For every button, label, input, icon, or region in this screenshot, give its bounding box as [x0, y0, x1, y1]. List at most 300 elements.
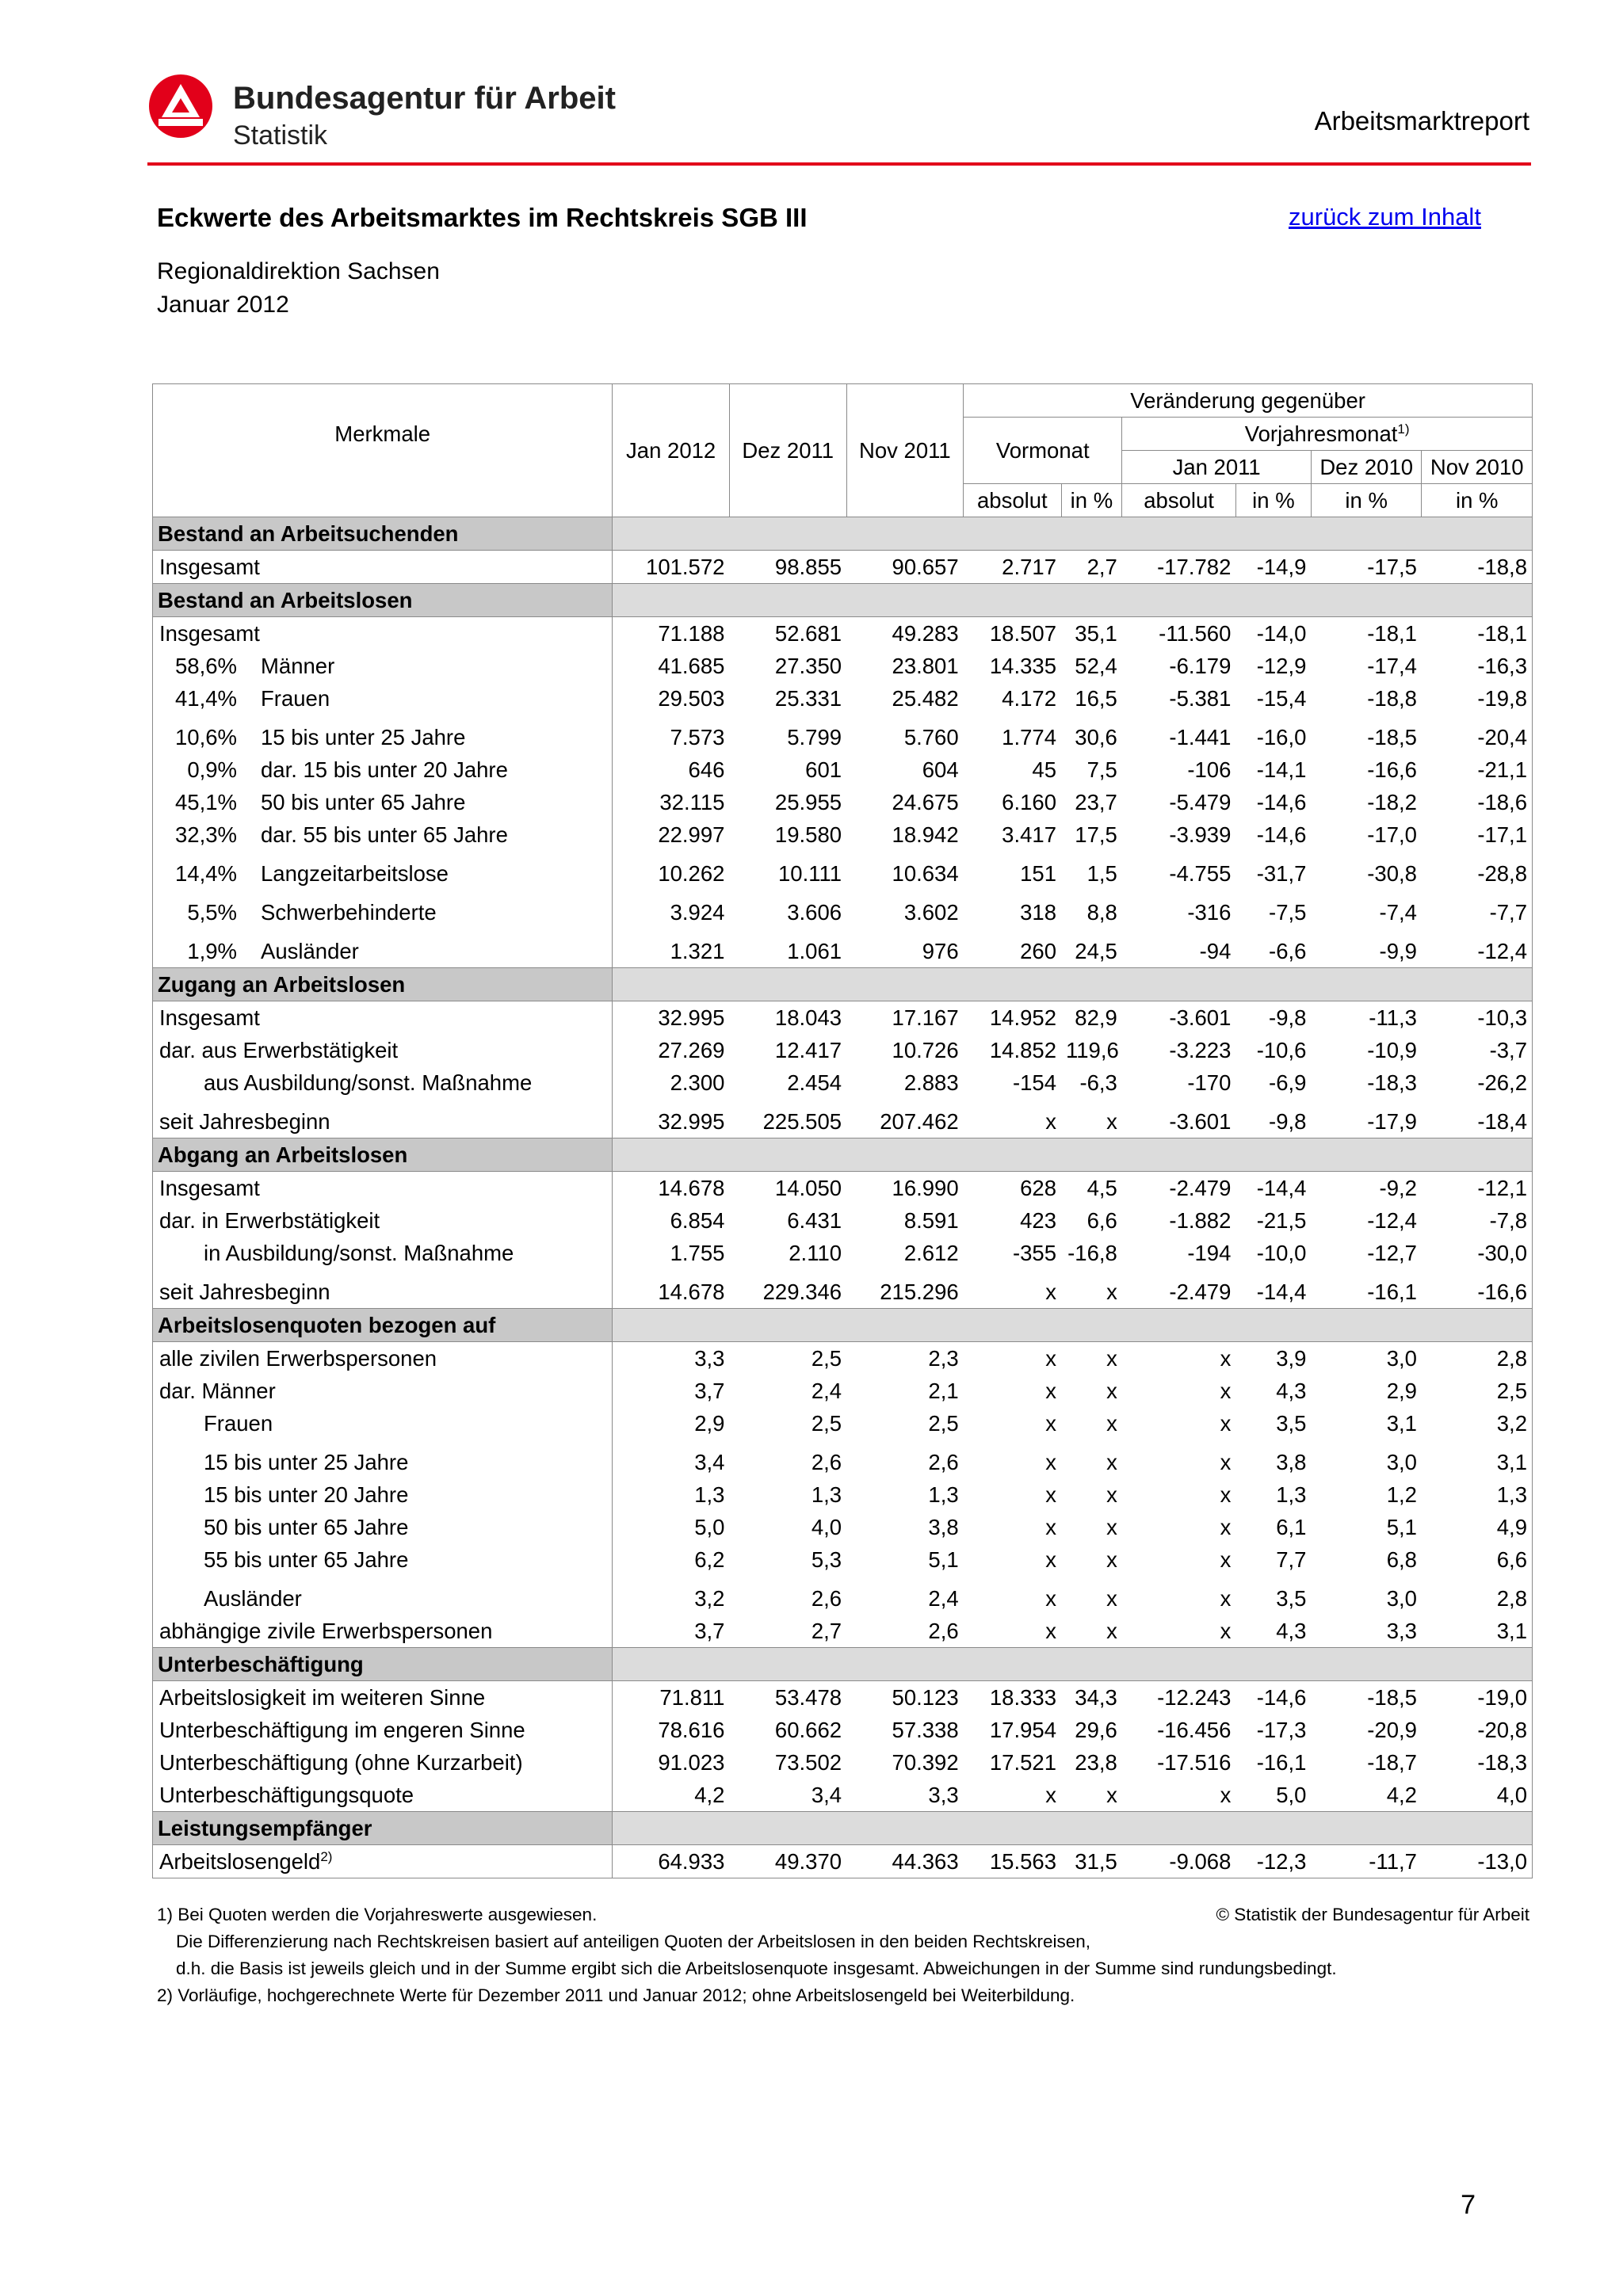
table-cell: 53.478 — [774, 1685, 842, 1710]
table-cell: -6,6 — [1269, 939, 1307, 963]
table-cell: -6.179 — [1169, 654, 1232, 678]
table-cell: 8.591 — [903, 1208, 959, 1233]
row-label-text: Männer — [261, 654, 335, 678]
row-label-text: Insgesamt — [159, 1176, 260, 1200]
table-cell: 3,7 — [694, 1379, 725, 1403]
table-cell: -5.381 — [1169, 686, 1232, 711]
table-cell: 19.580 — [774, 822, 842, 847]
section-header — [153, 1138, 1533, 1172]
table-row — [153, 818, 1533, 851]
table-cell: 1.061 — [787, 939, 842, 963]
table-cell: 2,7 — [1086, 555, 1117, 579]
table-cell: -10,9 — [1367, 1038, 1417, 1062]
row-label — [153, 1543, 613, 1576]
ba-logo-icon — [147, 73, 214, 139]
row-label — [153, 1099, 613, 1138]
row-label-text: 15 bis unter 25 Jahre — [204, 1450, 409, 1474]
section-title: Bestand an Arbeitsuchenden — [153, 517, 613, 551]
table-row — [153, 1511, 1533, 1543]
table-cell: -12,3 — [1235, 1845, 1311, 1878]
table-row — [153, 1099, 1533, 1138]
table-row — [153, 1237, 1533, 1269]
table-cell: x — [1220, 1411, 1232, 1436]
table-cell: -16,8 — [1067, 1241, 1117, 1265]
table-cell: 91.023 — [658, 1750, 725, 1775]
header-vorjahresmonat: Vorjahresmonat$^{1)}$ — [1122, 418, 1533, 451]
share-percent: 32,3% — [175, 822, 237, 847]
report-label: Arbeitsmarktreport — [1314, 106, 1529, 135]
table-cell: -7,8 — [1422, 1204, 1533, 1237]
table-cell: 2,4 — [928, 1586, 959, 1611]
table-cell: x — [1045, 1482, 1056, 1507]
table-cell: 3,2 — [694, 1586, 725, 1611]
row-label — [153, 890, 613, 929]
table-cell: 25.955 — [774, 790, 842, 814]
table-cell: -106 — [1187, 757, 1232, 782]
footnote-1: 1) Bei Quoten werden die Vorjahreswerte ausgewiesen. — [157, 1905, 598, 1924]
table-cell: 2.883 — [903, 1070, 959, 1095]
table-cell: 646 — [688, 757, 725, 782]
org-sub: Statistik — [233, 120, 328, 151]
header-jan2011: Jan 2011 — [1122, 451, 1312, 484]
table-cell: 2,5 — [928, 1411, 959, 1436]
table-cell: 90.657 — [892, 555, 959, 579]
table-cell: -11.560 — [1159, 621, 1232, 646]
table-cell: 3,3 — [928, 1783, 959, 1807]
table-cell: 1,3 — [1422, 1478, 1533, 1511]
table-cell: 1,3 — [811, 1482, 842, 1507]
row-label — [153, 1746, 613, 1779]
section-title: Bestand an Arbeitslosen — [153, 584, 613, 617]
table-cell: x — [1045, 1515, 1056, 1539]
table-cell: 2,6 — [811, 1586, 842, 1611]
table-cell: 2,8 — [1422, 1576, 1533, 1615]
row-label-text: Insgesamt — [159, 1005, 260, 1030]
table-cell: x — [1220, 1482, 1232, 1507]
table-cell: 601 — [805, 757, 842, 782]
table-cell: x — [1045, 1411, 1056, 1436]
table-cell: 27.350 — [774, 654, 842, 678]
table-cell: 14.678 — [658, 1280, 725, 1304]
table-cell: -9.068 — [1122, 1845, 1236, 1878]
table-cell: 3,9 — [1276, 1346, 1307, 1371]
section-title: Abgang an Arbeitslosen — [153, 1138, 613, 1172]
table-cell: -18,1 — [1367, 621, 1417, 646]
table-cell: 5,1 — [928, 1547, 959, 1572]
table-cell: 14.952 — [989, 1005, 1056, 1030]
table-cell: 16,5 — [1075, 686, 1117, 711]
row-label — [153, 1375, 613, 1407]
row-label-text: 55 bis unter 65 Jahre — [204, 1547, 409, 1572]
table-cell: -7,7 — [1422, 890, 1533, 929]
section-header — [153, 1648, 1533, 1681]
table-cell: 6,1 — [1276, 1515, 1307, 1539]
section-header — [153, 584, 1533, 617]
row-label — [153, 1066, 613, 1099]
table-cell: -18,3 — [1367, 1070, 1417, 1095]
row-label-text: 15 bis unter 20 Jahre — [204, 1482, 409, 1507]
row-label — [153, 1714, 613, 1746]
row-label — [153, 1342, 613, 1375]
section-fill — [613, 968, 1533, 1001]
table-cell: 17.167 — [892, 1005, 959, 1030]
row-label — [153, 818, 613, 851]
table-cell: -18,8 — [1367, 686, 1417, 711]
table-cell: x — [1106, 1783, 1117, 1807]
table-cell: x — [1106, 1379, 1117, 1403]
table-cell: -2.479 — [1169, 1176, 1232, 1200]
section-fill — [613, 1309, 1533, 1342]
section-title: Zugang an Arbeitslosen — [153, 968, 613, 1001]
row-label-text: Unterbeschäftigung im engeren Sinne — [159, 1718, 525, 1742]
table-cell: -21,1 — [1422, 753, 1533, 786]
table-cell: 3,3 — [694, 1346, 725, 1371]
table-cell: -18,4 — [1422, 1099, 1533, 1138]
table-cell: 7,7 — [1276, 1547, 1307, 1572]
table-cell: -16,1 — [1367, 1280, 1417, 1304]
row-label — [153, 1237, 613, 1269]
table-cell: 25.331 — [774, 686, 842, 711]
row-label-text: abhängige zivile Erwerbspersonen — [159, 1619, 493, 1643]
table-cell: 1,3 — [928, 1482, 959, 1507]
table-cell: 71.811 — [659, 1685, 725, 1710]
footnote-2: 2) Vorläufige, hochgerechnete Werte für Dezember 2011 und Januar 2012; ohne Arbeitslosengeld bei Weiterbildung. — [157, 1985, 1075, 2005]
table-cell: 18.507 — [989, 621, 1056, 646]
share-percent: 14,4% — [175, 861, 237, 886]
labour-market-table — [152, 383, 1533, 1878]
row-label-text: Ausländer — [204, 1586, 302, 1611]
table-cell: 3.606 — [787, 900, 842, 925]
table-cell: -14,6 — [1256, 822, 1307, 847]
table-cell: -31,7 — [1256, 861, 1307, 886]
table-cell: 35,1 — [1075, 621, 1117, 646]
table-row — [153, 1845, 1533, 1878]
table-cell: 57.338 — [892, 1718, 959, 1742]
table-cell: -9,2 — [1379, 1176, 1417, 1200]
table-cell: -7,4 — [1379, 900, 1417, 925]
table-cell: 34,3 — [1075, 1685, 1117, 1710]
table-row — [153, 1681, 1533, 1714]
table-cell: -18,6 — [1422, 786, 1533, 818]
table-cell: 12.417 — [774, 1038, 842, 1062]
org-name: Bundesagentur für Arbeit — [233, 81, 616, 116]
table-cell: 3,4 — [694, 1450, 725, 1474]
section-title: Arbeitslosenquoten bezogen auf — [153, 1309, 613, 1342]
table-cell: 215.296 — [880, 1280, 959, 1304]
table-cell: 45 — [1032, 757, 1056, 782]
share-percent: 0,9% — [187, 757, 237, 782]
table-cell: 30,6 — [1075, 725, 1117, 749]
table-cell: 6,2 — [694, 1547, 725, 1572]
table-cell: 4,0 — [1422, 1779, 1533, 1812]
table-cell: 151 — [1020, 861, 1056, 886]
table-cell: 5,0 — [694, 1515, 725, 1539]
table-cell: -26,2 — [1422, 1066, 1533, 1099]
table-cell: x — [1045, 1280, 1056, 1304]
table-cell: -9,9 — [1379, 939, 1417, 963]
row-label — [153, 851, 613, 890]
table-cell: 225.505 — [762, 1109, 842, 1134]
table-cell: 2,5 — [1422, 1375, 1533, 1407]
table-body — [153, 517, 1533, 1878]
table-cell: 82,9 — [1075, 1005, 1117, 1030]
table-cell: 207.462 — [880, 1109, 959, 1134]
table-cell: -30,8 — [1367, 861, 1417, 886]
table-row — [153, 1375, 1533, 1407]
table-cell: 2,9 — [694, 1411, 725, 1436]
table-cell: -17.782 — [1157, 555, 1232, 579]
table-cell: 60.662 — [774, 1718, 842, 1742]
header-nov2011: Nov 2011 — [846, 384, 964, 517]
row-label — [153, 1204, 613, 1237]
row-label — [153, 1034, 613, 1066]
table-cell: x — [1045, 1586, 1056, 1611]
table-cell: -3.223 — [1169, 1038, 1232, 1062]
table-cell: -16,0 — [1256, 725, 1307, 749]
table-cell: x — [1045, 1450, 1056, 1474]
row-label — [153, 786, 613, 818]
table-cell: 32.115 — [659, 790, 725, 814]
table-cell: -14,4 — [1256, 1176, 1307, 1200]
table-cell: 2,6 — [811, 1450, 842, 1474]
row-label-text: alle zivilen Erwerbspersonen — [159, 1346, 437, 1371]
table-cell: 3,0 — [1386, 1346, 1417, 1371]
table-cell: -154 — [1012, 1070, 1056, 1095]
table-cell: 3,2 — [1422, 1407, 1533, 1440]
table-cell: x — [1045, 1619, 1056, 1643]
table-cell: 10.634 — [892, 861, 959, 886]
table-cell: -20,9 — [1367, 1718, 1417, 1742]
table-cell: x — [1106, 1586, 1117, 1611]
table-cell: 3,0 — [1386, 1450, 1417, 1474]
row-label — [153, 753, 613, 786]
table-row — [153, 682, 1533, 715]
table-cell: 5,3 — [811, 1547, 842, 1572]
table-cell: x — [1106, 1482, 1117, 1507]
table-cell: 4,3 — [1276, 1379, 1307, 1403]
table-cell: -18,5 — [1367, 725, 1417, 749]
header-divider — [147, 162, 1531, 166]
table-cell: -16,3 — [1422, 650, 1533, 682]
table-row — [153, 1576, 1533, 1615]
section-header — [153, 968, 1533, 1001]
section-fill — [613, 584, 1533, 617]
table-cell: 3,5 — [1276, 1586, 1307, 1611]
table-cell: 1,3 — [694, 1482, 725, 1507]
share-percent: 41,4% — [175, 686, 237, 711]
row-label-text: Unterbeschäftigungsquote — [159, 1783, 414, 1807]
footnote-1-cont2: d.h. die Basis ist jeweils gleich und in der Summe ergibt sich die Arbeitslosenquote insgesamt. Abweichungen in der Summe sind rundungsbedingt. — [176, 1958, 1337, 1978]
table-row — [153, 890, 1533, 929]
row-label-text: in Ausbildung/sonst. Maßnahme — [204, 1241, 514, 1265]
table-cell: 5,0 — [1276, 1783, 1307, 1807]
table-cell: 4,3 — [1276, 1619, 1307, 1643]
share-percent: 1,9% — [187, 939, 237, 963]
table-cell: x — [1045, 1547, 1056, 1572]
table-cell: 2,5 — [811, 1346, 842, 1371]
table-cell: 2,1 — [928, 1379, 959, 1403]
table-row — [153, 617, 1533, 650]
table-cell: 3,1 — [1422, 1440, 1533, 1478]
header-in-pct: in % — [1235, 484, 1311, 517]
table-cell: x — [1106, 1547, 1117, 1572]
table-row — [153, 551, 1533, 584]
table-cell: 70.392 — [892, 1750, 959, 1775]
table-cell: -4.755 — [1169, 861, 1232, 886]
table-cell: 32.995 — [658, 1109, 725, 1134]
table-row — [153, 1615, 1533, 1648]
table-cell: -6,9 — [1269, 1070, 1307, 1095]
ba-logo — [147, 73, 616, 160]
table-cell: x — [1220, 1515, 1232, 1539]
table-cell: 44.363 — [846, 1845, 964, 1878]
table-cell: -11,3 — [1369, 1005, 1417, 1030]
table-cell: -16,6 — [1422, 1269, 1533, 1309]
row-label-text: dar. 55 bis unter 65 Jahre — [261, 822, 508, 847]
table-cell: x — [1220, 1619, 1232, 1643]
table-cell: 318 — [1020, 900, 1056, 925]
table-cell: 2,6 — [928, 1450, 959, 1474]
table-row — [153, 1172, 1533, 1205]
table-cell: -19,8 — [1422, 682, 1533, 715]
table-cell: 2,3 — [928, 1346, 959, 1371]
table-cell: 14.335 — [989, 654, 1056, 678]
table-row — [153, 851, 1533, 890]
table-cell: 14.852 — [989, 1038, 1056, 1062]
table-cell: x — [1106, 1450, 1117, 1474]
table-cell: x — [1106, 1411, 1117, 1436]
table-row — [153, 753, 1533, 786]
table-cell: 18.942 — [892, 822, 959, 847]
table-cell: 14.050 — [774, 1176, 842, 1200]
table-cell: -3.939 — [1169, 822, 1232, 847]
table-cell: 6,8 — [1386, 1547, 1417, 1572]
row-label — [153, 682, 613, 715]
row-label — [153, 929, 613, 968]
table-cell: -18,5 — [1367, 1685, 1417, 1710]
table-cell: -14,9 — [1256, 555, 1307, 579]
table-row — [153, 1543, 1533, 1576]
row-label-text: Ausländer — [261, 939, 359, 963]
section-title: Unterbeschäftigung — [153, 1648, 613, 1681]
table-cell: 29.503 — [658, 686, 725, 711]
table-cell: 628 — [1020, 1176, 1056, 1200]
table-cell: -19,0 — [1422, 1681, 1533, 1714]
back-to-toc-link[interactable]: zurück zum Inhalt — [1289, 203, 1481, 231]
table-cell: -7,5 — [1269, 900, 1307, 925]
table-cell: 2.300 — [670, 1070, 725, 1095]
table-cell: 32.995 — [658, 1005, 725, 1030]
table-cell: -18,7 — [1367, 1750, 1417, 1775]
table-cell: -316 — [1187, 900, 1232, 925]
table-cell: 23.801 — [892, 654, 959, 678]
table-row — [153, 1342, 1533, 1375]
table-cell: -16,6 — [1367, 757, 1417, 782]
table-cell: 23,7 — [1075, 790, 1117, 814]
table-cell: -17,1 — [1422, 818, 1533, 851]
table-cell: -3.601 — [1169, 1005, 1232, 1030]
table-cell: 6.431 — [787, 1208, 842, 1233]
page-number: 7 — [1461, 2190, 1476, 2220]
table-cell: -18,1 — [1422, 617, 1533, 650]
table-cell: 1.321 — [670, 939, 725, 963]
table-cell: 4.172 — [1002, 686, 1056, 711]
section-fill — [613, 1648, 1533, 1681]
row-label — [153, 715, 613, 753]
table-cell: 50.123 — [892, 1685, 959, 1710]
table-cell: 15.563 — [964, 1845, 1061, 1878]
table-cell: -16,1 — [1256, 1750, 1307, 1775]
table-cell: 4,0 — [811, 1515, 842, 1539]
table-cell: -21,5 — [1256, 1208, 1307, 1233]
row-label-text: Schwerbehinderte — [261, 900, 437, 925]
table-cell: 27.269 — [658, 1038, 725, 1062]
table-cell: 41.685 — [658, 654, 725, 678]
table-row — [153, 1407, 1533, 1440]
table-cell: 423 — [1020, 1208, 1056, 1233]
row-label-text: aus Ausbildung/sonst. Maßnahme — [204, 1070, 533, 1095]
table-cell: x — [1106, 1109, 1117, 1134]
header-vormonat: Vormonat — [964, 418, 1122, 484]
table-cell: -10,0 — [1256, 1241, 1307, 1265]
table-cell: 119,6 — [1066, 1038, 1119, 1062]
table-row — [153, 1779, 1533, 1812]
table-cell: 4,5 — [1086, 1176, 1117, 1200]
table-cell: 31,5 — [1061, 1845, 1122, 1878]
copyright: © Statistik der Bundesagentur für Arbeit — [1216, 1905, 1529, 1924]
table-cell: 10.726 — [892, 1038, 959, 1062]
table-cell: -6,3 — [1079, 1070, 1117, 1095]
row-label-text: Frauen — [261, 686, 330, 711]
table-cell: 17.521 — [989, 1750, 1056, 1775]
table-cell: x — [1106, 1346, 1117, 1371]
table-cell: x — [1220, 1586, 1232, 1611]
table-cell: 4,2 — [1386, 1783, 1417, 1807]
table-cell: -9,8 — [1269, 1005, 1307, 1030]
table-cell: 64.933 — [613, 1845, 730, 1878]
table-cell: -18,8 — [1422, 551, 1533, 584]
row-label — [153, 1269, 613, 1309]
table-cell: 22.997 — [658, 822, 725, 847]
table-row — [153, 1478, 1533, 1511]
header-in-pct: in % — [1311, 484, 1422, 517]
table-cell: -194 — [1187, 1241, 1232, 1265]
table-cell: -18,2 — [1367, 790, 1417, 814]
table-cell: -10,6 — [1256, 1038, 1307, 1062]
header-absolut: absolut — [1122, 484, 1236, 517]
table-cell: 4,9 — [1422, 1511, 1533, 1543]
table-cell: 4,2 — [694, 1783, 725, 1807]
table-cell: -17,4 — [1367, 654, 1417, 678]
table-cell: x — [1220, 1783, 1232, 1807]
table-cell: 3,7 — [694, 1619, 725, 1643]
row-label-text: dar. 15 bis unter 20 Jahre — [261, 757, 508, 782]
table-cell: 604 — [922, 757, 959, 782]
table-cell: 14.678 — [658, 1176, 725, 1200]
table-cell: 49.283 — [892, 621, 959, 646]
table-cell: 2,8 — [1422, 1342, 1533, 1375]
header-veraenderung: Veränderung gegenüber — [964, 384, 1533, 418]
row-label — [153, 1407, 613, 1440]
header-nov2010: Nov 2010 — [1422, 451, 1533, 484]
row-label-text: Unterbeschäftigung (ohne Kurzarbeit) — [159, 1750, 523, 1775]
row-label — [153, 1615, 613, 1648]
period-label: Januar 2012 — [157, 292, 289, 318]
row-label-text: seit Jahresbeginn — [159, 1280, 330, 1304]
table-cell: 3.417 — [1002, 822, 1056, 847]
table-cell: -9,8 — [1269, 1109, 1307, 1134]
row-label-text: seit Jahresbeginn — [159, 1109, 330, 1134]
